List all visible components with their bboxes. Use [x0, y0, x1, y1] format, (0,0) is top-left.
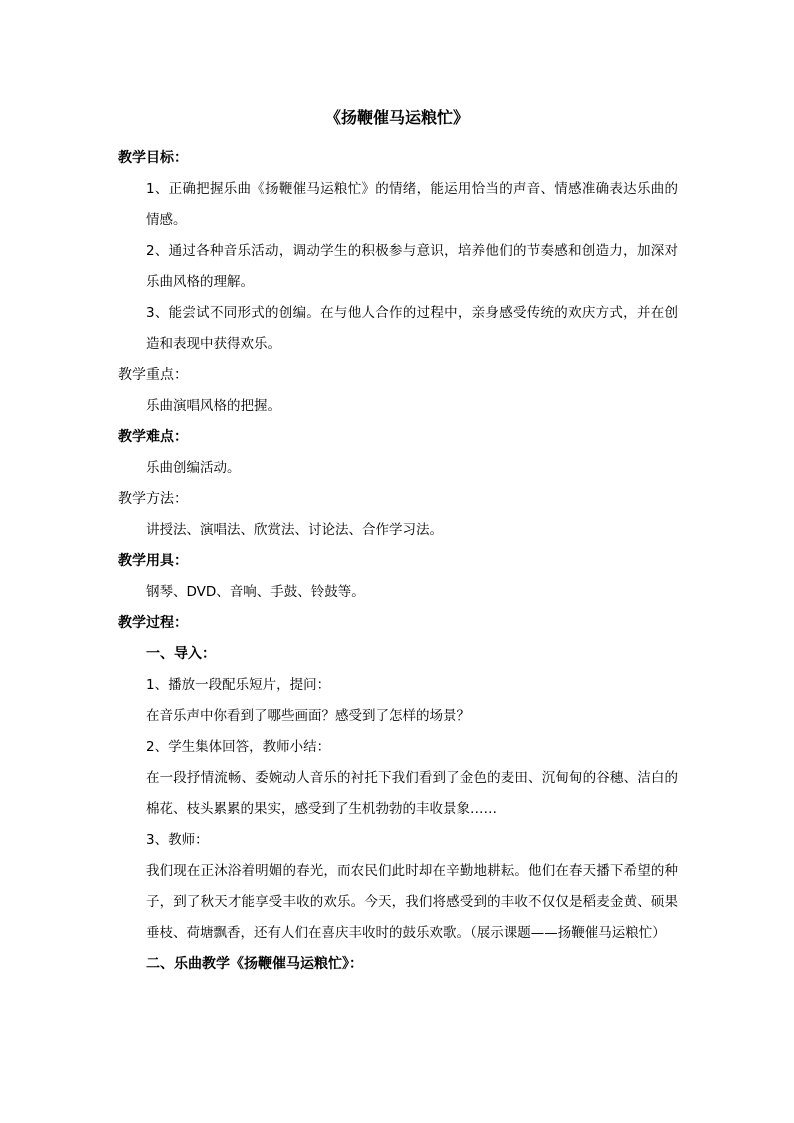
goal-item-3: 3、能尝试不同形式的创编。在与他人合作的过程中，亲身感受传统的欢庆方式，并在创造和表现中获得欢乐。: [146, 305, 678, 352]
step1-item-2: 2、学生集体回答，教师小结：: [146, 739, 331, 755]
document-title: 《扬鞭催马运粮忙》: [324, 108, 469, 127]
tools-text: 钢琴、DVD、音响、手鼓、铃鼓等。: [146, 584, 365, 600]
step1-item-3: 3、教师：: [146, 832, 209, 848]
goals-heading: 教学目标：: [118, 150, 188, 166]
key-points-text: 乐曲演唱风格的把握。: [146, 398, 281, 414]
step1-teacher-text: 我们现在正沐浴着明媚的春光，而农民们此时却在辛勤地耕耘。他们在春天播下希望的种子，到了秋天才能享受丰收的欢乐。今天，我们将感受到的丰收不仅仅是稻麦金黄、硕果垂枝、荷塘飘香，还有人们在喜庆丰收时的鼓乐欢歌。（展示课题——扬鞭催马运粮忙）: [146, 863, 678, 941]
step1-heading: 一、导入：: [146, 646, 216, 662]
step2-heading: 二、乐曲教学《扬鞭催马运粮忙》：: [146, 956, 363, 972]
step1-summary: 在一段抒情流畅、委婉动人音乐的衬托下我们看到了金色的麦田、沉甸甸的谷穗、洁白的棉花、枝头累累的果实，感受到了生机勃勃的丰收景象……: [146, 770, 678, 817]
key-points-heading: 教学重点：: [118, 367, 188, 383]
step1-item-1: 1、播放一段配乐短片，提问：: [146, 677, 331, 693]
method-text: 讲授法、演唱法、欣赏法、讨论法、合作学习法。: [146, 522, 443, 538]
goal-item-1: 1、正确把握乐曲《扬鞭催马运粮忙》的情绪，能运用恰当的声音、情感准确表达乐曲的情感。: [146, 181, 678, 228]
step1-question: 在音乐声中你看到了哪些画面？感受到了怎样的场景？: [146, 708, 470, 724]
difficulty-heading: 教学难点：: [118, 429, 188, 445]
difficulty-text: 乐曲创编活动。: [146, 460, 241, 476]
process-heading: 教学过程：: [118, 615, 188, 631]
document-body: [118, 143, 678, 980]
method-heading: 教学方法：: [118, 491, 188, 507]
goal-item-2: 2、通过各种音乐活动，调动学生的积极参与意识，培养他们的节奏感和创造力，加深对乐曲风格的理解。: [146, 243, 678, 290]
tools-heading: 教学用具：: [118, 553, 188, 569]
